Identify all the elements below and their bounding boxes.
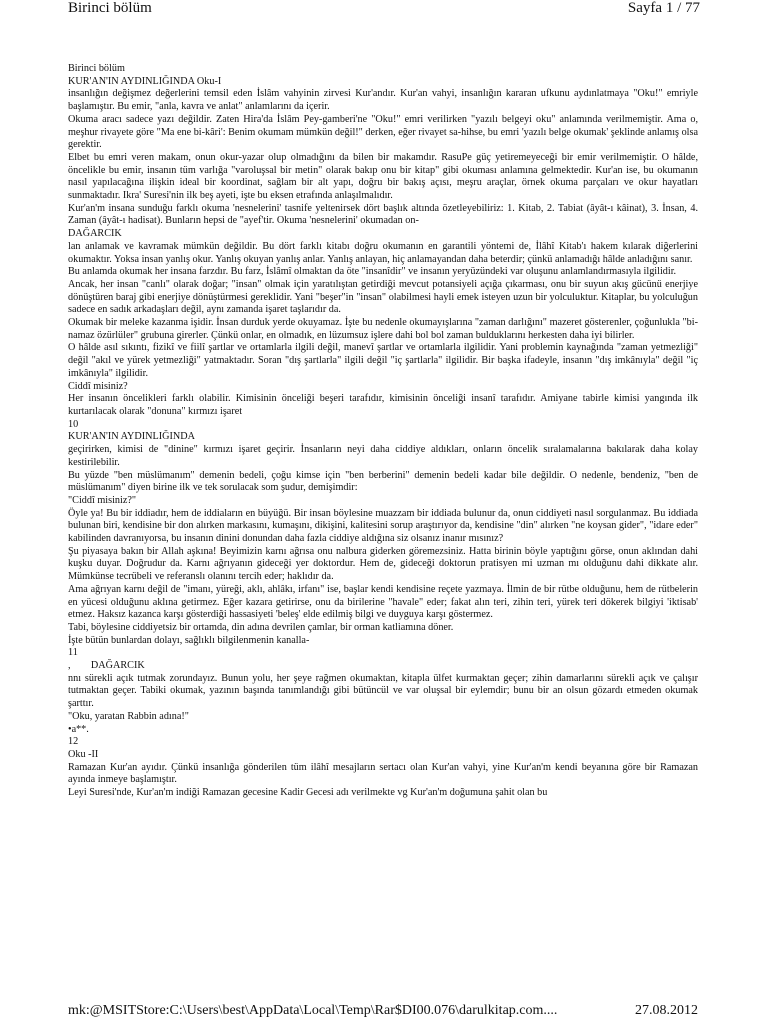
paragraph: "Ciddî misiniz?" [68,494,137,506]
paragraph: KUR'AN'IN AYDINLIĞINDA Oku-I [68,75,222,87]
paragraph: insanlığın değişmez değerlerini temsil eden İslâm vahyinin zirvesi Kur'andır. Kur'an vahyi, insanlığın kararan ufkunu aydınlatmaya "Oku!" emriyle başlamıştır. Bu emir, "anla, kavra ve anlat" anlamlarını da içerir. [68,88,698,113]
paragraph: İşte bütün bunlardan dolayı, sağlıklı bilgilenmenin kanalla- [68,634,310,646]
paragraph: DAĞARCIK [68,228,122,240]
paragraph: Birinci bölüm [68,63,125,74]
paragraph: , DAĞARCIK [68,660,145,672]
paragraph: Ama ağrıyan karnı değil de "imanı, yüreği, aklı, ahlâkı, irfanı" ise, başlar kendi kendisine reçete yazmaya. İlmin de bir rütbe olduğunu, hem de rütbelerin en yücesi olduğunu aklına getirmez. Eğer kazara getirirse, onu da birilerine "havale" eder; fakat alın teri, zihin teri, yürek teri dökerek bilgiyi 'iktisab' etmez. Haksız kazanca karşı gösterdiği hassasiyeti 'beleş' elde edilmiş bilgi ve duyguya karşı göstermez. [68,583,698,621]
paragraph: 11 [68,647,78,659]
paragraph: Kur'an'm insana sunduğu farklı okuma 'nesnelerini' tasnife yeltenirsek dört başlık altında özetleyebiliriz: 1. Kitab, 2. Tabiat (âyât-ı kâinat), 3. İnsan, 4. Zaman (âyât-ı hadisat). Bunların hepsi de "ayef'tir. Okuma 'nesnelerini' okumadan on- [68,202,698,227]
paragraph: Okumak bir meleke kazanma işidir. İnsan durduk yerde okuyamaz. İşte bu nedenle okumayışlarına "zaman darlığını" mazeret gösterenler, çoğunlukla "bi-namaz özürlüler" grubuna girerler. Çünkü onlar, en olmadık, en lüzumsuz işlere dahi bol bol zaman bulduklarını herkesten daha iyi bilirler. [68,317,698,341]
paragraph: •a**. [68,723,89,735]
document-body [68,63,698,998]
page-header [68,0,700,22]
paragraph: Ancak, her insan "canlı" olarak doğar; "insan" olmak için yaratılıştan getirdiği mevcut potansiyeli açığa çıkarması, onu bir suyun akış gücünü enerjiye dönüştüren baraj gibi enerjiye dönüştürmesi gereklidir. Yani "beşer"in "insan" olabilmesi hayli emek isteyen uzun bir yolculuktur. Kitaplar, bu yolculuğun sadece en sadık arkadaşları değil, aynı zamanda işaret taşlarıdır da. [68,278,698,316]
paragraph: Ramazan Kur'an ayıdır. Çünkü insanlığa gönderilen tüm ilâhî mesajların sertacı olan Kur'an vahyi, yine Kur'an'm kendi beyanına göre bir Ramazan ayında inmeye başlamıştır. [68,761,698,786]
paragraph: Leyi Suresi'nde, Kur'an'm indiği Ramazan gecesine Kadir Gecesi adı verilmekte vg Kur'an'm doğumuna şahit olan bu [68,787,548,799]
page-footer [68,1003,698,1019]
footer-date: 27.08.2012 [635,1003,698,1018]
paragraph: O hâlde asıl sıkıntı, fizikî ve fiilî şartlar ve ortamlarla ilgili değil, manevî şartlar ve ortamlarla ilgilidir. Yani problemin kaynağında "zaman yetmezliği" değil "akıl ve yürek yetmezliği" yatmaktadır. Soran "dış şartlarla" ilgili değil "iç şartlarla" ilgilidir. Bir başka ifadeyle, insanın "dış imkânıyla" değil "iç imkânıyla" ilgilidir. [68,342,698,379]
paragraph: KUR'AN'IN AYDINLIĞINDA [68,431,195,443]
paragraph: Öyle ya! Bu bir iddiadır, hem de iddiaların en büyüğü. Bir insan böylesine muazzam bir iddiada bulunur da, onun ciddiyeti nasıl sorgulanmaz. Bu iddiada bulunan biri, kendisine bir don alırken markasını, kumaşını, dikişini, kalitesini sorup araştırıyor da, kendisine "din" alırken "ne koysan gider", "idare eder" kabilinden davranıyorsa, bu insanın dinini donundan daha fazla ciddiye aldığına siz olsanız inanır mısınız? [68,507,698,545]
paragraph: "Oku, yaratan Rabbin adına!" [68,710,189,722]
paragraph: Tabi, böylesine ciddiyetsiz bir ortamda, din adına devrilen çamlar, bir orman katliamına döner. [68,621,454,633]
paragraph: Bu anlamda okumak her insana farzdır. Bu farz, İslâmî olmaktan da öte "insanîdir" ve insanın yeryüzündeki var oluşunu anlamlandırmasıyla ilgilidir. [68,266,677,278]
paragraph: Oku -II [68,748,99,760]
paragraph: Ciddî misiniz? [68,380,128,392]
paragraph: 10 [68,418,79,430]
paragraph: lan anlamak ve kavramak mümkün değildir. Bu dört farklı kitabı doğru okumanın en garantili yöntemi de, İlâhî Kitab'ı hakem kılarak diğerlerini okumaktır. Yoksa insan yanlış okur. Yanlış okuyan yanlış anlar. Yanlış anlayan, hiç anlamayandan daha beterdir; çünkü anlamadığı hâlde anladığını sanır. [68,240,698,265]
paragraph: Bu yüzde "ben müslümanım" demenin bedeli, çoğu kimse için "ben berberini" demenin bedeli kadar bile değildir. O nedenle, bendeniz, "ben de müslümanım" diyen birine ilk ve tek sorulacak som şudur, demişimdir: [68,469,698,494]
paragraph: 12 [68,736,79,748]
paragraph: Elbet bu emri veren makam, onun okur-yazar olup olmadığını da bilen bir makamdır. RasuPe güç yetiremeyeceği bir emir verilmemiştir. O hâlde, öncelikle bu emir, insanın tüm varlığa "varoluşsal bir metin" olarak bakıp onu bir kitap" gibi okuması anlamına gelmektedir. Kur'an ise, bu okumanın nasıl yapılacağına ilişkin ideal bir koordinat, sağlam bir alt yapı, doğru bir bakış açısı, meşru araçlar, örnek okuma parçaları ve okur hayatları sunmaktadır. Ikra' Suresi'nin ilk beş ayeti, işte bu eksen etrafında anlaşılmalıdır. [68,151,698,202]
header-chapter-title: Birinci bölüm [68,0,152,16]
paragraph: Şu piyasaya bakın bir Allah aşkına! Beyimizin karnı ağrısa onu nalbura giderken göremezsiniz. Hatta birinin böyle yaptığını görse, onun aklından dahi kuşku duyar. Doğrudur da. Karnı ağrıyanın gideceği yer doktordur. Hem de, gideceği doktorun pratisyen mi uzman mı olduğunu dahi dikkate alır. Mümkünse tecrübeli ve referanslı olanını tercih eder; haklıdır da. [68,545,698,583]
paragraph: Okuma aracı sadece yazı değildir. Zaten Hira'da İslâm Pey-gamberi'ne "Oku!" emri verilirken "yazılı belgeyi oku" anlamında verilmemiştir. Ama o, meşhur rivayete göre "Ma ene bi-kâri': Benim okumam mümkün değil!" derken, eğer rivayet sa-hihse, bu emri 'yazılı belge okumak' şeklinde anlamış olsa gerektir. [68,113,698,151]
footer-source-path: mk:@MSITStore:C:\Users\best\AppData\Local\Temp\Rar$DI00.076\darulkitap.com.... [68,1003,558,1018]
paragraph: Her insanın öncelikleri farklı olabilir. Kimisinin önceliği beşeri tarafıdır, kimisinin önceliği insanî tarafıdır. Amiyane tabirle kimisi yangında ilk kurtarılacak olarak "donuna" kırmızı işaret [68,393,698,417]
paragraph: nnı sürekli açık tutmak zorundayız. Bunun yolu, her şeye rağmen okumaktan, kitapla ülfet kurmaktan geçer; zihin damarlarını sürekli açık ve çalışır tutmaktan geçer. Tabiki okumak, yazının başında tanımlandığı gibi bütüncül ve var oluşsal bir eylemdir; bunu bir an olsun gözardı etmeden okumak şarttır. [68,672,698,710]
header-page-indicator: Sayfa 1 / 77 [627,0,700,16]
paragraph: geçirirken, kimisi de "dinine" kırmızı işaret geçirir. İnsanların neyi daha ciddiye aldıkları, onların öncelik sıralamalarına bakılarak daha kolay kestirilebilir. [68,444,698,468]
